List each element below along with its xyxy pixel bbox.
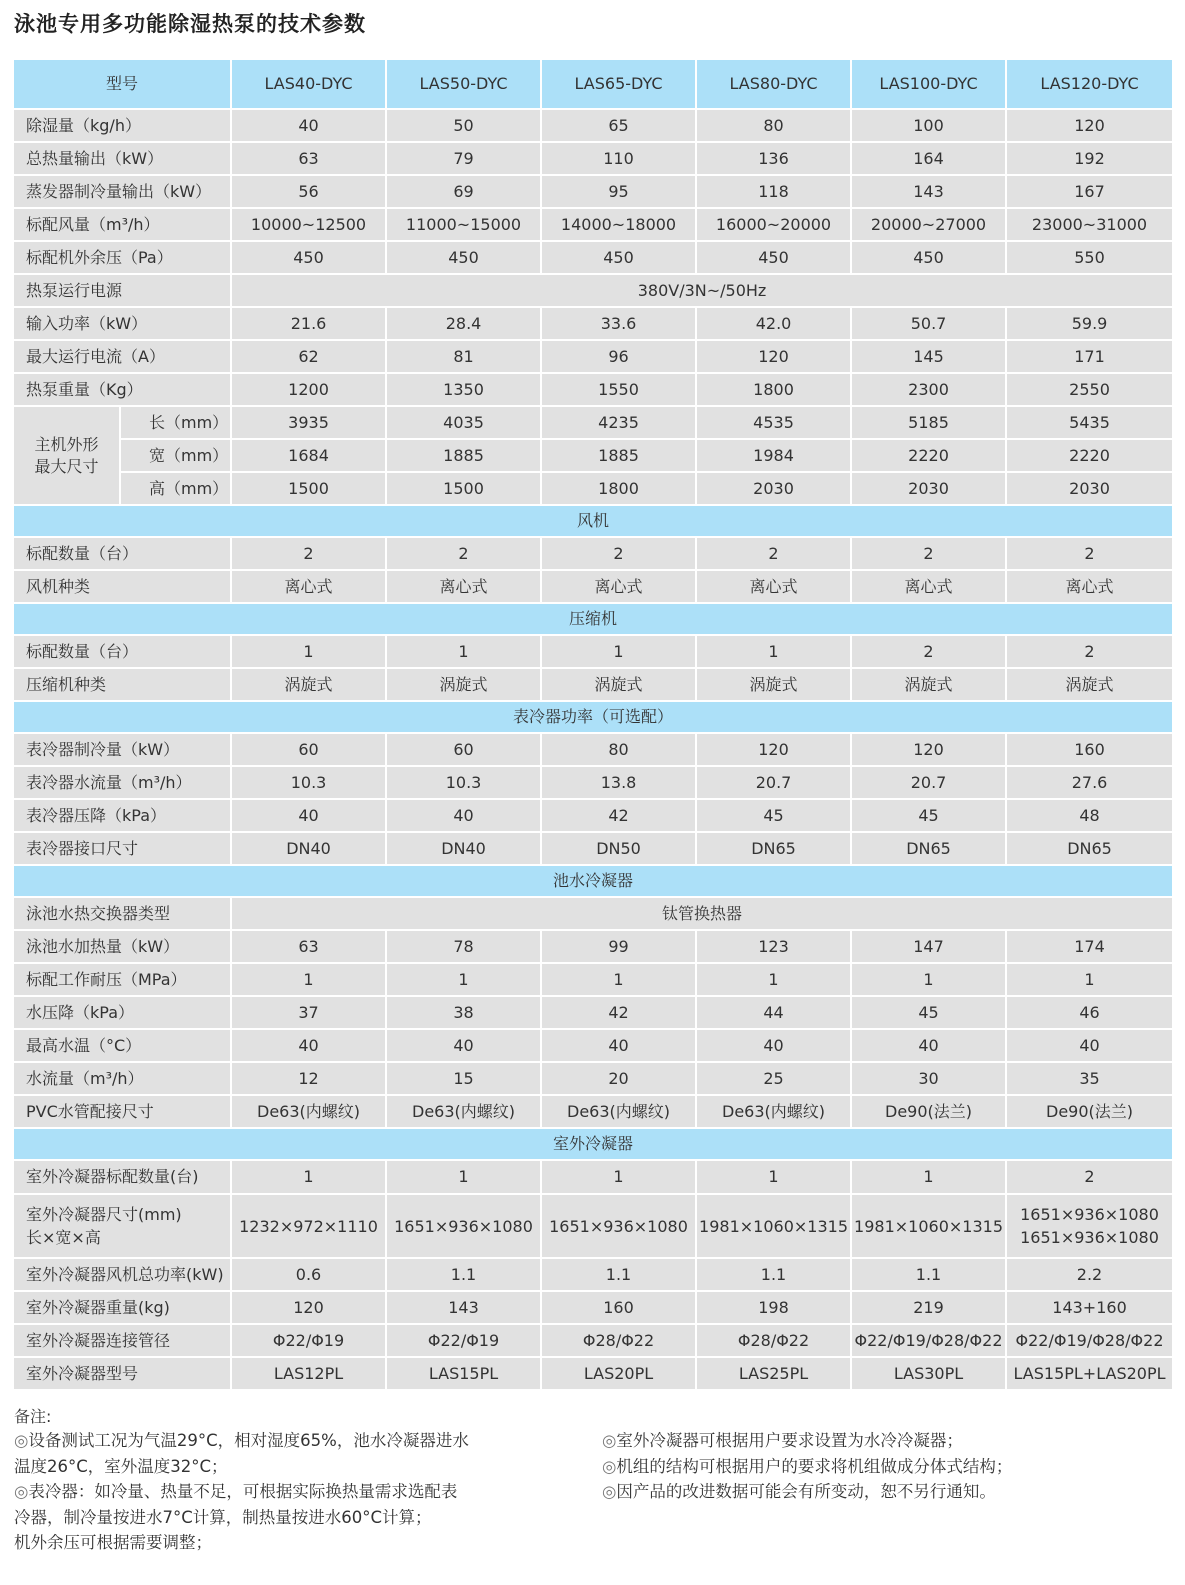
value-cell: 450	[231, 241, 386, 274]
value-cell: DN40	[231, 832, 386, 865]
value-cell: 219	[851, 1291, 1006, 1324]
value-cell: 2	[1006, 635, 1173, 668]
value-cell: 1350	[386, 373, 541, 406]
value-cell: 涡旋式	[1006, 668, 1173, 701]
value-cell: 450	[851, 241, 1006, 274]
note-text: 设备测试工况为气温29°C，相对湿度65%，池水冷凝器进水 温度26°C，室外温度32°C；	[14, 1431, 469, 1476]
table-row	[13, 208, 1173, 241]
value-cell: 1981×1060×1315	[851, 1194, 1006, 1258]
row-label: 表冷器制冷量（kW）	[13, 733, 231, 766]
value-cell: 2	[696, 537, 851, 570]
table-row	[13, 142, 1173, 175]
value-cell: 450	[541, 241, 696, 274]
dimension-label: 高（mm）	[120, 472, 231, 505]
value-cell: 38	[386, 996, 541, 1029]
value-cell: 164	[851, 142, 1006, 175]
table-row	[13, 1291, 1173, 1324]
value-cell: Φ28/Φ22	[696, 1324, 851, 1357]
value-cell: 110	[541, 142, 696, 175]
table-row	[13, 930, 1173, 963]
value-cell: 1	[231, 1160, 386, 1194]
value-cell: 40	[231, 109, 386, 142]
value-cell: 95	[541, 175, 696, 208]
value-cell: 2220	[1006, 439, 1173, 472]
value-cell: 2	[386, 537, 541, 570]
value-cell: LAS15PL+LAS20PL	[1006, 1357, 1173, 1390]
value-cell: LAS12PL	[231, 1357, 386, 1390]
note-text: 室外冷凝器可根据用户要求设置为水冷冷凝器；	[616, 1431, 963, 1450]
value-cell: 40	[386, 799, 541, 832]
value-cell: 2030	[1006, 472, 1173, 505]
model-header: LAS100-DYC	[851, 59, 1006, 109]
value-cell: 4035	[386, 406, 541, 439]
value-cell: 12	[231, 1062, 386, 1095]
section-header-row	[13, 701, 1173, 733]
value-cell: 40	[1006, 1029, 1173, 1062]
table-row	[13, 241, 1173, 274]
value-cell: 2550	[1006, 373, 1173, 406]
value-cell: 40	[541, 1029, 696, 1062]
note-text: 因产品的改进数据可能会有所变动，恕不另行通知。	[616, 1482, 996, 1501]
table-row	[13, 1160, 1173, 1194]
value-cell: 2300	[851, 373, 1006, 406]
row-label: 室外冷凝器重量(kg)	[13, 1291, 231, 1324]
value-cell: 1.1	[851, 1258, 1006, 1291]
bullet-icon: ◎	[602, 1431, 617, 1450]
table-row	[13, 766, 1173, 799]
value-cell: 450	[696, 241, 851, 274]
value-cell: 120	[696, 340, 851, 373]
spec-table	[12, 58, 1174, 1391]
model-header: LAS120-DYC	[1006, 59, 1173, 109]
value-cell: 涡旋式	[851, 668, 1006, 701]
table-row	[13, 175, 1173, 208]
value-cell: 离心式	[386, 570, 541, 603]
value-cell: 2	[541, 537, 696, 570]
value-cell: 78	[386, 930, 541, 963]
row-label: 室外冷凝器标配数量(台)	[13, 1160, 231, 1194]
row-label: 标配工作耐压（MPa）	[13, 963, 231, 996]
table-row	[13, 109, 1173, 142]
value-cell: 45	[851, 799, 1006, 832]
value-cell: 2030	[696, 472, 851, 505]
value-cell: 42.0	[696, 307, 851, 340]
value-cell: 120	[231, 1291, 386, 1324]
value-cell: 1800	[541, 472, 696, 505]
value-cell: 40	[386, 1029, 541, 1062]
value-cell: 4235	[541, 406, 696, 439]
value-cell: 136	[696, 142, 851, 175]
section-title: 室外冷凝器	[13, 1128, 1173, 1160]
value-cell: 离心式	[851, 570, 1006, 603]
value-cell: 42	[541, 799, 696, 832]
table-row	[13, 1062, 1173, 1095]
row-label: 总热量输出（kW）	[13, 142, 231, 175]
value-cell: 192	[1006, 142, 1173, 175]
note-item	[602, 1479, 1162, 1505]
note-item	[14, 1479, 554, 1556]
table-row	[13, 963, 1173, 996]
table-row	[13, 373, 1173, 406]
value-cell: 3935	[231, 406, 386, 439]
value-cell: 1	[851, 1160, 1006, 1194]
row-label: 标配风量（m³/h）	[13, 208, 231, 241]
value-cell: 5185	[851, 406, 1006, 439]
row-label: 室外冷凝器风机总功率(kW)	[13, 1258, 231, 1291]
pool-type-row	[13, 897, 1173, 930]
value-cell: 1885	[541, 439, 696, 472]
value-cell: 20.7	[696, 766, 851, 799]
value-cell: 23000~31000	[1006, 208, 1173, 241]
value-cell: 离心式	[231, 570, 386, 603]
model-header: LAS65-DYC	[541, 59, 696, 109]
value-cell: DN65	[851, 832, 1006, 865]
dimension-label: 长（mm）	[120, 406, 231, 439]
value-cell: 离心式	[1006, 570, 1173, 603]
value-cell: 147	[851, 930, 1006, 963]
value-cell: 2	[231, 537, 386, 570]
value-cell: 35	[1006, 1062, 1173, 1095]
value-cell: 40	[231, 799, 386, 832]
value-cell: DN65	[696, 832, 851, 865]
value-cell: 1651×936×1080 1651×936×1080	[1006, 1194, 1173, 1258]
value-cell: 涡旋式	[541, 668, 696, 701]
value-cell: 50.7	[851, 307, 1006, 340]
value-cell: 0.6	[231, 1258, 386, 1291]
row-label: 最高水温（°C）	[13, 1029, 231, 1062]
bullet-icon: ◎	[14, 1482, 29, 1501]
table-row	[13, 1095, 1173, 1128]
value-cell: 30	[851, 1062, 1006, 1095]
value-cell: 1	[541, 635, 696, 668]
model-header: LAS40-DYC	[231, 59, 386, 109]
value-cell: De90(法兰)	[1006, 1095, 1173, 1128]
value-cell: 1.1	[696, 1258, 851, 1291]
value-cell: 69	[386, 175, 541, 208]
value-cell: 14000~18000	[541, 208, 696, 241]
value-cell: 1984	[696, 439, 851, 472]
value-cell: 1	[696, 963, 851, 996]
value-cell: 25	[696, 1062, 851, 1095]
table-row	[13, 668, 1173, 701]
section-title: 压缩机	[13, 603, 1173, 635]
value-cell: 81	[386, 340, 541, 373]
value-cell: 174	[1006, 930, 1173, 963]
value-cell: 1.1	[541, 1258, 696, 1291]
dimension-label: 宽（mm）	[120, 439, 231, 472]
section-header-row	[13, 505, 1173, 537]
value-cell: 62	[231, 340, 386, 373]
value-cell: 1	[696, 1160, 851, 1194]
note-item	[14, 1428, 554, 1479]
value-cell: 450	[386, 241, 541, 274]
value-cell: 1550	[541, 373, 696, 406]
value-cell: 60	[231, 733, 386, 766]
value-cell: 63	[231, 930, 386, 963]
table-row	[13, 307, 1173, 340]
value-cell: DN65	[1006, 832, 1173, 865]
value-cell: 1800	[696, 373, 851, 406]
table-row	[13, 537, 1173, 570]
value-cell: 145	[851, 340, 1006, 373]
value-cell: 59.9	[1006, 307, 1173, 340]
bullet-icon: ◎	[14, 1431, 29, 1450]
pool-type-value: 钛管换热器	[231, 897, 1173, 930]
section-header-row	[13, 603, 1173, 635]
value-cell: 143	[851, 175, 1006, 208]
value-cell: 120	[1006, 109, 1173, 142]
value-cell: 1	[696, 635, 851, 668]
value-cell: 48	[1006, 799, 1173, 832]
value-cell: De63(内螺纹)	[541, 1095, 696, 1128]
power-row	[13, 274, 1173, 307]
power-value: 380V/3N~/50Hz	[231, 274, 1173, 307]
value-cell: 99	[541, 930, 696, 963]
bullet-icon: ◎	[602, 1456, 617, 1476]
value-cell: 80	[696, 109, 851, 142]
dimension-row	[13, 439, 1173, 472]
row-label: 室外冷凝器尺寸(mm) 长×宽×高	[13, 1194, 231, 1258]
value-cell: 120	[851, 733, 1006, 766]
row-label: 蒸发器制冷量输出（kW）	[13, 175, 231, 208]
value-cell: 21.6	[231, 307, 386, 340]
dimension-row	[13, 472, 1173, 505]
value-cell: 2	[851, 537, 1006, 570]
value-cell: 60	[386, 733, 541, 766]
value-cell: 1200	[231, 373, 386, 406]
value-cell: 涡旋式	[386, 668, 541, 701]
section-title: 表冷器功率（可选配）	[13, 701, 1173, 733]
table-row	[13, 733, 1173, 766]
value-cell: 1	[386, 635, 541, 668]
value-cell: 2.2	[1006, 1258, 1173, 1291]
model-header: LAS50-DYC	[386, 59, 541, 109]
value-cell: 37	[231, 996, 386, 1029]
value-cell: 20000~27000	[851, 208, 1006, 241]
value-cell: 28.4	[386, 307, 541, 340]
value-cell: 40	[231, 1029, 386, 1062]
dimension-group-label: 主机外形 最大尺寸	[13, 406, 120, 505]
model-header: LAS80-DYC	[696, 59, 851, 109]
value-cell: 79	[386, 142, 541, 175]
section-header-row	[13, 865, 1173, 897]
row-label: 泳池水加热量（kW）	[13, 930, 231, 963]
value-cell: Φ22/Φ19/Φ28/Φ22	[851, 1324, 1006, 1357]
value-cell: 1	[231, 963, 386, 996]
value-cell: 143	[386, 1291, 541, 1324]
value-cell: LAS15PL	[386, 1357, 541, 1390]
value-cell: DN50	[541, 832, 696, 865]
value-cell: 1	[541, 1160, 696, 1194]
value-cell: 16000~20000	[696, 208, 851, 241]
value-cell: 20.7	[851, 766, 1006, 799]
section-header-row	[13, 1128, 1173, 1160]
note-item	[602, 1454, 1162, 1480]
row-label: 室外冷凝器型号	[13, 1357, 231, 1390]
value-cell: 1885	[386, 439, 541, 472]
row-label: 风机种类	[13, 570, 231, 603]
value-cell: De90(法兰)	[851, 1095, 1006, 1128]
value-cell: 46	[1006, 996, 1173, 1029]
table-row	[13, 1029, 1173, 1062]
value-cell: 33.6	[541, 307, 696, 340]
header-row	[13, 59, 1173, 109]
value-cell: 167	[1006, 175, 1173, 208]
value-cell: 1	[1006, 963, 1173, 996]
notes-right	[602, 1428, 1162, 1505]
value-cell: 2	[1006, 1160, 1173, 1194]
value-cell: 63	[231, 142, 386, 175]
value-cell: 离心式	[696, 570, 851, 603]
value-cell: 42	[541, 996, 696, 1029]
value-cell: 10.3	[386, 766, 541, 799]
value-cell: 44	[696, 996, 851, 1029]
row-label: 热泵运行电源	[13, 274, 231, 307]
row-label: 水压降（kPa）	[13, 996, 231, 1029]
value-cell: 40	[851, 1029, 1006, 1062]
value-cell: 涡旋式	[696, 668, 851, 701]
notes-left	[14, 1428, 554, 1556]
value-cell: 1651×936×1080	[386, 1194, 541, 1258]
outdoor-size-row	[13, 1194, 1173, 1258]
note-item	[602, 1428, 1162, 1454]
value-cell: De63(内螺纹)	[231, 1095, 386, 1128]
row-label: 表冷器接口尺寸	[13, 832, 231, 865]
value-cell: 120	[696, 733, 851, 766]
value-cell: 2	[1006, 537, 1173, 570]
value-cell: 离心式	[541, 570, 696, 603]
row-label: PVC水管配接尺寸	[13, 1095, 231, 1128]
value-cell: 1651×936×1080	[541, 1194, 696, 1258]
value-cell: 1	[851, 963, 1006, 996]
value-cell: 1	[541, 963, 696, 996]
value-cell: 123	[696, 930, 851, 963]
table-row	[13, 1324, 1173, 1357]
section-title: 风机	[13, 505, 1173, 537]
value-cell: 1981×1060×1315	[696, 1194, 851, 1258]
section-title: 池水冷凝器	[13, 865, 1173, 897]
table-row	[13, 1357, 1173, 1390]
value-cell: 15	[386, 1062, 541, 1095]
value-cell: Φ22/Φ19	[231, 1324, 386, 1357]
value-cell: 11000~15000	[386, 208, 541, 241]
header-label: 型号	[13, 59, 231, 109]
value-cell: 1500	[386, 472, 541, 505]
value-cell: 100	[851, 109, 1006, 142]
value-cell: 2220	[851, 439, 1006, 472]
value-cell: 550	[1006, 241, 1173, 274]
row-label: 最大运行电流（A）	[13, 340, 231, 373]
row-label: 压缩机种类	[13, 668, 231, 701]
value-cell: 171	[1006, 340, 1173, 373]
value-cell: 1	[231, 635, 386, 668]
value-cell: 涡旋式	[231, 668, 386, 701]
value-cell: LAS30PL	[851, 1357, 1006, 1390]
table-row	[13, 1258, 1173, 1291]
value-cell: 198	[696, 1291, 851, 1324]
value-cell: 80	[541, 733, 696, 766]
page-title: 泳池专用多功能除湿热泵的技术参数	[14, 12, 366, 36]
row-label: 泳池水热交换器类型	[13, 897, 231, 930]
table-row	[13, 570, 1173, 603]
table-row	[13, 832, 1173, 865]
value-cell: 45	[851, 996, 1006, 1029]
row-label: 热泵重量（Kg）	[13, 373, 231, 406]
value-cell: 50	[386, 109, 541, 142]
value-cell: LAS20PL	[541, 1357, 696, 1390]
value-cell: 1	[386, 963, 541, 996]
value-cell: 20	[541, 1062, 696, 1095]
value-cell: De63(内螺纹)	[696, 1095, 851, 1128]
value-cell: 160	[541, 1291, 696, 1324]
table-row	[13, 799, 1173, 832]
note-text: 机组的结构可根据用户的要求将机组做成分体式结构；	[616, 1456, 1013, 1476]
value-cell: 2030	[851, 472, 1006, 505]
value-cell: 65	[541, 109, 696, 142]
value-cell: 10.3	[231, 766, 386, 799]
row-label: 输入功率（kW）	[13, 307, 231, 340]
notes-title: 备注:	[14, 1407, 52, 1426]
value-cell: 13.8	[541, 766, 696, 799]
value-cell: 1	[386, 1160, 541, 1194]
value-cell: 10000~12500	[231, 208, 386, 241]
value-cell: 45	[696, 799, 851, 832]
value-cell: 1500	[231, 472, 386, 505]
row-label: 标配数量（台）	[13, 635, 231, 668]
value-cell: 118	[696, 175, 851, 208]
row-label: 除湿量（kg/h）	[13, 109, 231, 142]
value-cell: De63(内螺纹)	[386, 1095, 541, 1128]
row-label: 标配机外余压（Pa）	[13, 241, 231, 274]
value-cell: 96	[541, 340, 696, 373]
value-cell: Φ22/Φ19	[386, 1324, 541, 1357]
table-row	[13, 635, 1173, 668]
value-cell: 56	[231, 175, 386, 208]
value-cell: 143+160	[1006, 1291, 1173, 1324]
table-row	[13, 996, 1173, 1029]
value-cell: 1232×972×1110	[231, 1194, 386, 1258]
value-cell: 2	[851, 635, 1006, 668]
bullet-icon: ◎	[602, 1482, 617, 1501]
row-label: 表冷器水流量（m³/h）	[13, 766, 231, 799]
value-cell: 160	[1006, 733, 1173, 766]
note-text: 表冷器：如冷量、热量不足，可根据实际换热量需求选配表 冷器，制冷量按进水7°C计算，制热量按进水60°C计算； 机外余压可根据需要调整；	[14, 1482, 458, 1552]
value-cell: 4535	[696, 406, 851, 439]
row-label: 标配数量（台）	[13, 537, 231, 570]
value-cell: 1684	[231, 439, 386, 472]
row-label: 水流量（m³/h）	[13, 1062, 231, 1095]
value-cell: LAS25PL	[696, 1357, 851, 1390]
row-label: 表冷器压降（kPa）	[13, 799, 231, 832]
value-cell: Φ28/Φ22	[541, 1324, 696, 1357]
value-cell: DN40	[386, 832, 541, 865]
row-label: 室外冷凝器连接管径	[13, 1324, 231, 1357]
table-row	[13, 340, 1173, 373]
value-cell: 27.6	[1006, 766, 1173, 799]
value-cell: 40	[696, 1029, 851, 1062]
value-cell: Φ22/Φ19/Φ28/Φ22	[1006, 1324, 1173, 1357]
value-cell: 5435	[1006, 406, 1173, 439]
dimension-row	[13, 406, 1173, 439]
value-cell: 1.1	[386, 1258, 541, 1291]
